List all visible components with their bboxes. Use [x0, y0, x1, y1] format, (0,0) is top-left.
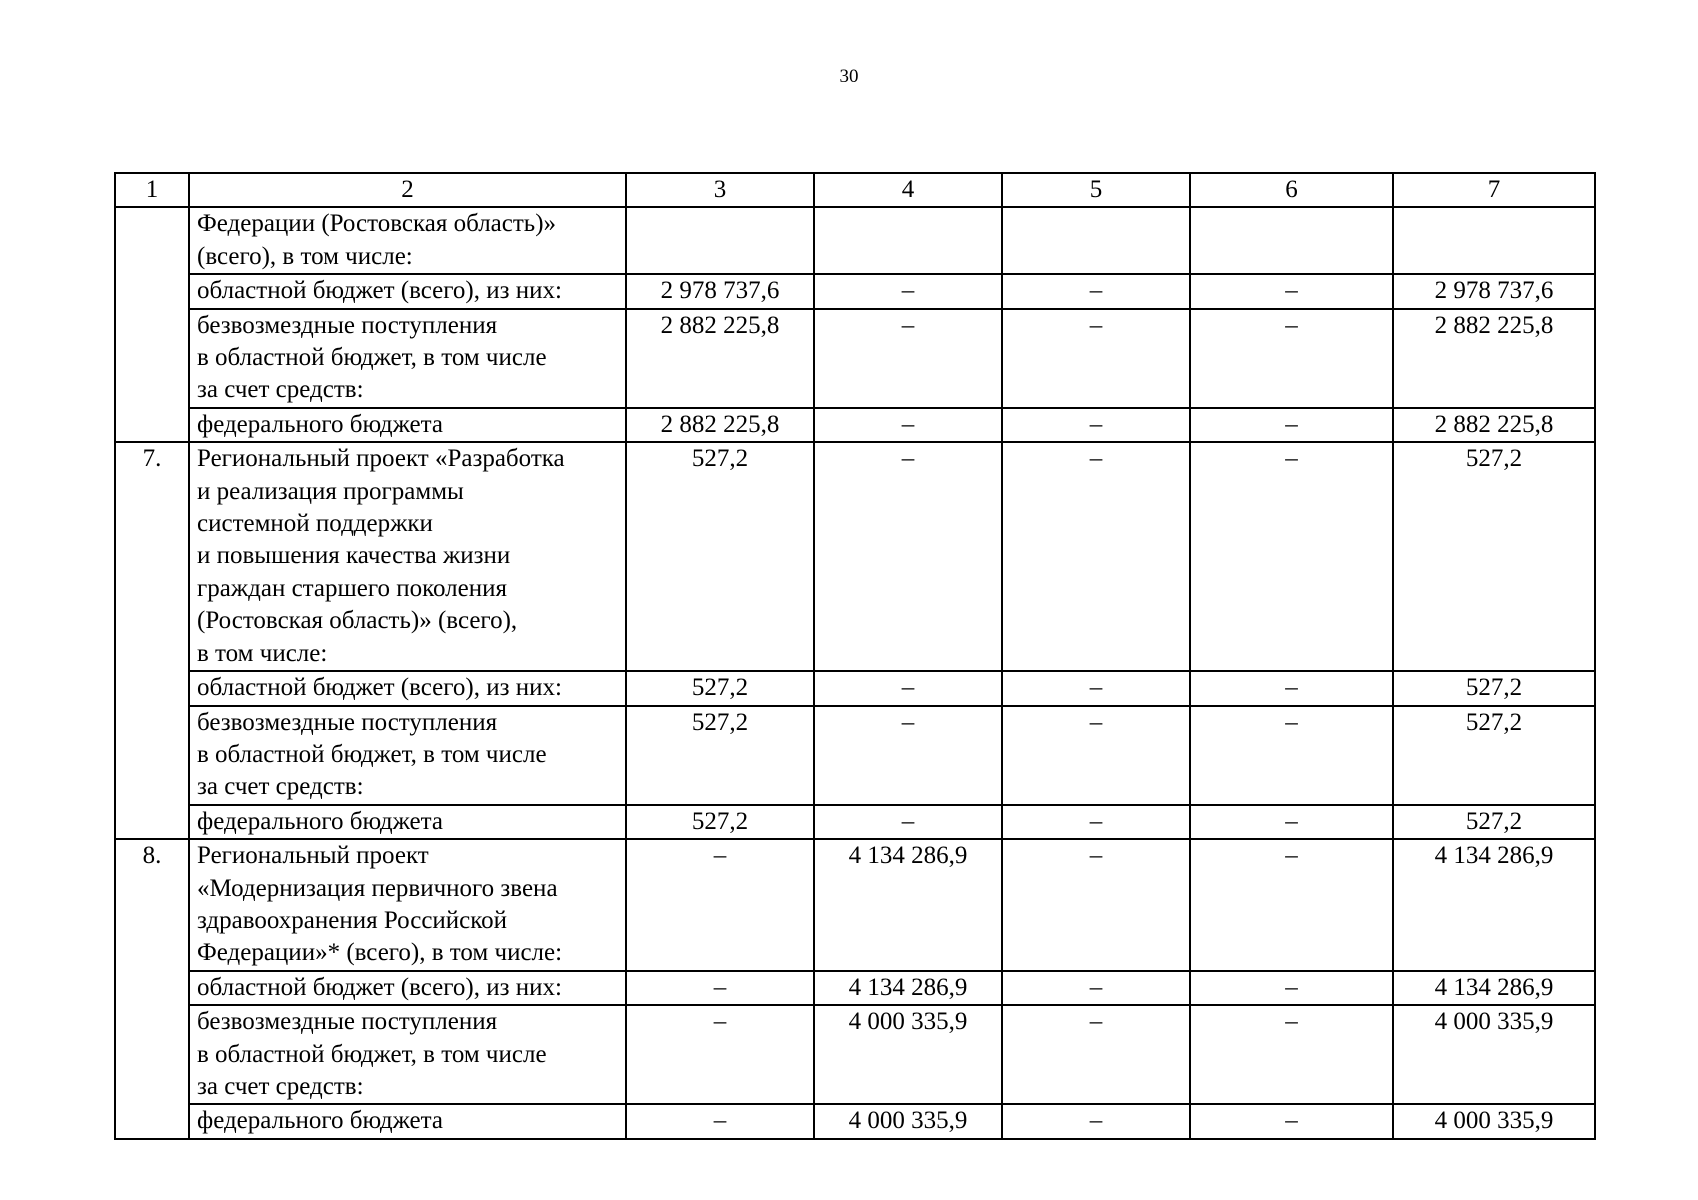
item-number: 8. [115, 839, 189, 1139]
value-cell: – [1190, 274, 1393, 308]
row-label: областной бюджет (всего), из них: [189, 971, 626, 1005]
value-cell: 527,2 [626, 442, 814, 671]
budget-table [114, 172, 1596, 1140]
value-cell: – [1002, 706, 1190, 805]
value-cell: – [626, 971, 814, 1005]
value-cell: – [814, 442, 1002, 671]
value-cell [1393, 207, 1595, 274]
value-cell: – [1190, 442, 1393, 671]
value-cell: – [814, 309, 1002, 408]
value-cell: 4 000 335,9 [814, 1104, 1002, 1138]
header-cell: 5 [1002, 173, 1190, 207]
value-cell: – [1190, 839, 1393, 971]
value-cell: – [1190, 805, 1393, 839]
value-cell: 2 882 225,8 [626, 408, 814, 442]
value-cell: – [1002, 408, 1190, 442]
value-cell: 4 134 286,9 [814, 971, 1002, 1005]
value-cell: – [1002, 442, 1190, 671]
value-cell: – [626, 839, 814, 971]
value-cell: 4 134 286,9 [1393, 971, 1595, 1005]
value-cell: – [1002, 671, 1190, 705]
header-cell: 3 [626, 173, 814, 207]
value-cell: – [1002, 971, 1190, 1005]
value-cell: – [1002, 1104, 1190, 1138]
value-cell: – [814, 274, 1002, 308]
row-label: федерального бюджета [189, 408, 626, 442]
table-row [115, 805, 1595, 839]
value-cell: – [1002, 805, 1190, 839]
value-cell: 527,2 [1393, 805, 1595, 839]
value-cell: 527,2 [626, 671, 814, 705]
value-cell: – [814, 706, 1002, 805]
row-label: областной бюджет (всего), из них: [189, 274, 626, 308]
value-cell: – [814, 805, 1002, 839]
value-cell: 527,2 [1393, 442, 1595, 671]
table-row [115, 309, 1595, 408]
value-cell: – [1190, 971, 1393, 1005]
header-cell: 4 [814, 173, 1002, 207]
value-cell: 4 000 335,9 [1393, 1005, 1595, 1104]
table-row [115, 207, 1595, 274]
value-cell: – [1190, 1005, 1393, 1104]
row-label: федерального бюджета [189, 1104, 626, 1138]
table-row [115, 1104, 1595, 1138]
value-cell: 2 978 737,6 [1393, 274, 1595, 308]
table-row [115, 274, 1595, 308]
value-cell: 4 000 335,9 [1393, 1104, 1595, 1138]
value-cell: – [814, 408, 1002, 442]
row-label: Федерации (Ростовская область)» (всего), в том числе: [189, 207, 626, 274]
value-cell [626, 207, 814, 274]
value-cell: 4 134 286,9 [814, 839, 1002, 971]
value-cell: 4 000 335,9 [814, 1005, 1002, 1104]
header-cell: 6 [1190, 173, 1393, 207]
value-cell: 527,2 [626, 805, 814, 839]
row-label: федерального бюджета [189, 805, 626, 839]
value-cell [814, 207, 1002, 274]
value-cell: – [626, 1104, 814, 1138]
page-number: 30 [839, 66, 859, 87]
value-cell: 2 882 225,8 [1393, 408, 1595, 442]
table-row [115, 706, 1595, 805]
table-row [115, 839, 1595, 971]
value-cell [1002, 207, 1190, 274]
value-cell: – [1002, 839, 1190, 971]
value-cell: 527,2 [1393, 671, 1595, 705]
table-row [115, 1005, 1595, 1104]
table-row [115, 408, 1595, 442]
item-number [115, 207, 189, 442]
row-label: безвозмездные поступления в областной бюджет, в том числе за счет средств: [189, 309, 626, 408]
value-cell: 2 978 737,6 [626, 274, 814, 308]
value-cell: – [1190, 408, 1393, 442]
item-number: 7. [115, 442, 189, 839]
header-cell: 2 [189, 173, 626, 207]
value-cell: 4 134 286,9 [1393, 839, 1595, 971]
value-cell: – [1002, 274, 1190, 308]
value-cell: – [1190, 706, 1393, 805]
table-row [115, 971, 1595, 1005]
value-cell: – [1190, 671, 1393, 705]
row-label: безвозмездные поступления в областной бюджет, в том числе за счет средств: [189, 706, 626, 805]
value-cell: – [626, 1005, 814, 1104]
value-cell: – [1190, 1104, 1393, 1138]
value-cell: 527,2 [626, 706, 814, 805]
row-label: безвозмездные поступления в областной бюджет, в том числе за счет средств: [189, 1005, 626, 1104]
row-label: Региональный проект «Разработка и реализация программы системной поддержки и повышения качества жизни граждан старшего поколения (Ростовская область)» (всего), в том числе: [189, 442, 626, 671]
value-cell: – [814, 671, 1002, 705]
header-cell: 7 [1393, 173, 1595, 207]
value-cell: – [1002, 1005, 1190, 1104]
header-cell: 1 [115, 173, 189, 207]
header-row [115, 173, 1595, 207]
value-cell: 527,2 [1393, 706, 1595, 805]
value-cell [1190, 207, 1393, 274]
row-label: областной бюджет (всего), из них: [189, 671, 626, 705]
value-cell: – [1190, 309, 1393, 408]
row-label: Региональный проект «Модернизация первичного звена здравоохранения Российской Федерации»* (всего), в том числе: [189, 839, 626, 971]
value-cell: 2 882 225,8 [626, 309, 814, 408]
table-row [115, 671, 1595, 705]
value-cell: 2 882 225,8 [1393, 309, 1595, 408]
table-row [115, 442, 1595, 671]
value-cell: – [1002, 309, 1190, 408]
